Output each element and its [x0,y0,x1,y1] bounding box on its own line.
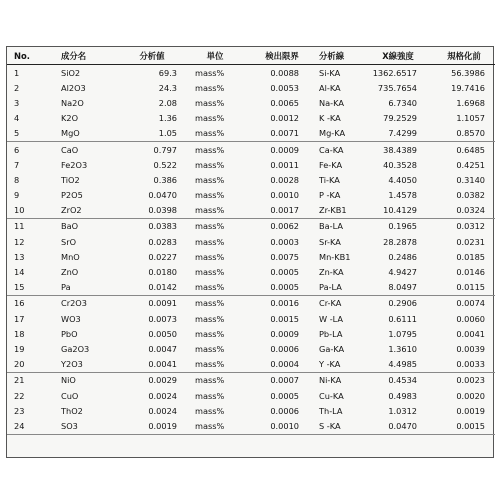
row-normalized: 0.0231 [456,236,485,247]
row-detection-limit: 0.0065 [270,97,299,108]
row-analysis-line: Mn-KB1 [319,251,351,262]
filler-cell [7,434,53,452]
row-no: 14 [14,267,25,278]
row-xray-intensity: 0.1965 [363,218,431,234]
row-detection-limit: 0.0004 [270,359,299,370]
row-normalized: 0.8570 [456,128,485,139]
row-detection-limit: 0.0015 [270,313,299,324]
table-row [7,95,495,110]
row-detection-limit: 0.0005 [270,282,299,293]
row-analysis-line: Zn-KA [319,267,344,278]
xrf-results-table [7,47,495,452]
header-detection-limit: 検出限界 [249,47,313,65]
row-xray-intensity: 0.4534 [363,372,431,388]
header-row [7,47,495,65]
filler-cell [249,434,313,452]
row-no: 1 [14,67,20,78]
row-no: 13 [14,251,25,262]
row-value: 0.797 [125,141,183,157]
row-detection-limit: 0.0010 [270,420,299,431]
row-no: 5 [14,128,20,139]
table-row [7,65,495,81]
header-normalized: 規格化前 [431,47,495,65]
header-xray-intensity: X線強度 [363,47,431,65]
row-normalized: 0.0060 [456,313,485,324]
row-analysis-line: Pa-LA [319,282,342,293]
table-row [7,126,495,142]
row-unit: mass% [195,174,225,185]
row-detection-limit: 0.0075 [270,251,299,262]
row-value: 1.36 [158,113,177,124]
row-unit: mass% [195,282,225,293]
row-component: BaO [53,218,125,234]
table-row [7,388,495,403]
row-value: 0.0227 [148,251,177,262]
row-analysis-line: Na-KA [319,97,344,108]
row-no: 16 [7,295,53,311]
row-analysis-line: P -KA [319,190,341,201]
row-unit: mass% [195,128,225,139]
row-detection-limit: 0.0009 [270,328,299,339]
row-detection-limit: 0.0005 [270,267,299,278]
row-no: 7 [14,159,20,170]
row-unit: mass% [195,159,225,170]
row-unit: mass% [195,390,225,401]
row-detection-limit: 0.0053 [270,82,299,93]
row-analysis-line: W -LA [319,313,344,324]
table-row [7,234,495,249]
row-no: 15 [14,282,25,293]
table-row [7,80,495,95]
row-unit: mass% [195,251,225,262]
row-value: 0.0470 [148,190,177,201]
row-normalized: 0.0324 [456,205,485,216]
row-value: 0.0073 [148,313,177,324]
row-detection-limit: 0.0012 [270,113,299,124]
row-component: NiO [53,372,125,388]
table-row [7,172,495,187]
row-no: 8 [14,174,20,185]
row-component: Al2O3 [61,82,86,93]
row-analysis-line: Y -KA [319,359,341,370]
row-component: Ga2O3 [61,343,90,354]
filler-cell [183,434,249,452]
filler-cell [125,434,183,452]
row-component: ThO2 [61,405,83,416]
row-detection-limit: 0.0011 [270,159,299,170]
row-normalized: 0.0185 [456,251,485,262]
row-unit: mass% [195,190,225,201]
row-analysis-line: Th-LA [319,405,343,416]
header-value: 分析値 [125,47,183,65]
row-xray-intensity: 8.0497 [388,282,417,293]
row-normalized: 0.0382 [456,190,485,201]
row-analysis-line: Cu-KA [319,390,344,401]
row-detection-limit: 0.0016 [249,295,313,311]
row-unit: mass% [195,82,225,93]
row-no: 17 [14,313,25,324]
row-no: 23 [14,405,25,416]
row-xray-intensity: 0.4983 [388,390,417,401]
row-xray-intensity: 1362.6517 [372,67,417,78]
row-normalized: 0.4251 [456,159,485,170]
filler-cell [313,434,363,452]
row-normalized: 0.0312 [431,218,495,234]
table-row [7,111,495,126]
row-xray-intensity: 40.3528 [383,159,417,170]
row-detection-limit: 0.0003 [270,236,299,247]
table-row [7,188,495,203]
row-analysis-line: Ba-LA [313,218,363,234]
row-value: 0.0398 [148,205,177,216]
row-xray-intensity: 28.2878 [383,236,417,247]
row-component: Y2O3 [61,359,83,370]
row-xray-intensity: 0.2486 [388,251,417,262]
row-value: 0.522 [153,159,177,170]
row-unit: mass% [183,141,249,157]
table-row [7,403,495,418]
row-no: 10 [14,205,25,216]
row-component: PbO [61,328,78,339]
row-unit: mass% [195,113,225,124]
row-no: 19 [14,343,25,354]
row-unit: mass% [195,420,225,431]
row-xray-intensity: 1.3610 [388,343,417,354]
table-row [7,357,495,373]
row-analysis-line: Zr-KB1 [319,205,347,216]
row-xray-intensity: 10.4129 [383,205,417,216]
row-analysis-line: Mg-KA [319,128,346,139]
row-xray-intensity: 7.4299 [388,128,417,139]
row-unit: mass% [195,343,225,354]
row-normalized: 1.1057 [456,113,485,124]
row-detection-limit: 0.0088 [270,67,299,78]
row-normalized: 56.3986 [451,67,485,78]
row-analysis-line: K -KA [319,113,341,124]
row-analysis-line: Sr-KA [319,236,341,247]
row-xray-intensity: 735.7654 [377,82,417,93]
row-detection-limit: 0.0007 [249,372,313,388]
table-row [7,295,495,311]
row-unit: mass% [195,97,225,108]
row-unit: mass% [195,405,225,416]
row-unit: mass% [195,359,225,370]
row-xray-intensity: 4.4985 [388,359,417,370]
row-analysis-line: Fe-KA [319,159,343,170]
row-value: 0.0041 [148,359,177,370]
header-no: No. [7,47,53,65]
row-normalized: 0.0019 [456,405,485,416]
row-normalized: 0.0041 [456,328,485,339]
table-row [7,341,495,356]
row-value: 1.05 [158,128,177,139]
row-xray-intensity: 38.4389 [363,141,431,157]
row-xray-intensity: 0.0470 [388,420,417,431]
row-normalized: 0.0074 [431,295,495,311]
row-detection-limit: 0.0017 [270,205,299,216]
row-xray-intensity: 0.2906 [363,295,431,311]
row-component: ZnO [61,267,79,278]
row-normalized: 0.0146 [456,267,485,278]
row-detection-limit: 0.0062 [249,218,313,234]
row-xray-intensity: 4.4050 [388,174,417,185]
row-detection-limit: 0.0006 [270,343,299,354]
row-no: 18 [14,328,25,339]
row-normalized: 1.6968 [456,97,485,108]
table-row [7,141,495,157]
row-value: 0.0283 [148,236,177,247]
row-component: MnO [61,251,80,262]
row-xray-intensity: 4.9427 [388,267,417,278]
row-xray-intensity: 79.2529 [383,113,417,124]
row-component: CaO [53,141,125,157]
row-value: 24.3 [158,82,177,93]
row-value: 0.0024 [148,405,177,416]
row-normalized: 19.7416 [451,82,485,93]
row-component: MgO [61,128,80,139]
row-component: P2O5 [61,190,83,201]
row-no: 22 [14,390,25,401]
table-row [7,326,495,341]
filler-cell [431,434,495,452]
row-xray-intensity: 1.4578 [388,190,417,201]
row-unit: mass% [195,313,225,324]
row-normalized: 0.0015 [456,420,485,431]
row-xray-intensity: 1.0312 [388,405,417,416]
row-value: 0.0047 [148,343,177,354]
row-value: 0.0019 [148,420,177,431]
row-component: Fe2O3 [61,159,88,170]
row-analysis-line: Ca-KA [313,141,363,157]
row-normalized: 0.0033 [456,359,485,370]
row-xray-intensity: 1.0795 [388,328,417,339]
table-body [7,65,495,453]
row-normalized: 0.6485 [431,141,495,157]
row-unit: mass% [183,218,249,234]
row-component: WO3 [61,313,81,324]
table-row [7,311,495,326]
row-no: 20 [14,359,25,370]
row-no: 2 [14,82,20,93]
row-value: 0.386 [153,174,177,185]
row-component: Na2O [61,97,84,108]
row-value: 0.0024 [148,390,177,401]
row-unit: mass% [195,328,225,339]
row-unit: mass% [183,372,249,388]
row-xray-intensity: 0.6111 [388,313,417,324]
row-no: 4 [14,113,20,124]
row-value: 0.0050 [148,328,177,339]
row-normalized: 0.0020 [456,390,485,401]
header-unit: 単位 [183,47,249,65]
row-xray-intensity: 6.7340 [388,97,417,108]
row-component: TiO2 [61,174,80,185]
table-filler-row [7,434,495,452]
row-no: 24 [14,420,25,431]
row-analysis-line: Si-KA [319,67,341,78]
row-analysis-line: Ga-KA [319,343,345,354]
row-no: 9 [14,190,20,201]
row-normalized: 0.0023 [431,372,495,388]
row-normalized: 0.0039 [456,343,485,354]
row-normalized: 0.0115 [456,282,485,293]
filler-cell [53,434,125,452]
row-analysis-line: Al-KA [319,82,341,93]
row-detection-limit: 0.0010 [270,190,299,201]
row-component: SO3 [61,420,78,431]
table-row [7,280,495,296]
row-value: 69.3 [158,67,177,78]
header-component: 成分名 [53,47,125,65]
row-unit: mass% [195,67,225,78]
row-detection-limit: 0.0028 [270,174,299,185]
row-analysis-line: Cr-KA [313,295,363,311]
table-row [7,249,495,264]
table-row [7,264,495,279]
row-component: CuO [61,390,79,401]
row-no: 11 [7,218,53,234]
row-value: 0.0142 [148,282,177,293]
table-row [7,418,495,434]
row-no: 21 [7,372,53,388]
row-detection-limit: 0.0071 [270,128,299,139]
row-component: ZrO2 [61,205,82,216]
row-normalized: 0.3140 [456,174,485,185]
row-analysis-line: Ni-KA [313,372,363,388]
analysis-results-sheet [6,46,494,458]
row-component: Pa [61,282,71,293]
table-row [7,372,495,388]
row-analysis-line: Ti-KA [319,174,340,185]
row-component: K2O [61,113,79,124]
row-no: 12 [14,236,25,247]
table-row [7,203,495,219]
row-unit: mass% [195,236,225,247]
row-value: 0.0383 [125,218,183,234]
row-value: 0.0029 [125,372,183,388]
row-unit: mass% [195,205,225,216]
row-detection-limit: 0.0006 [270,405,299,416]
table-row [7,218,495,234]
row-component: Cr2O3 [53,295,125,311]
row-no: 6 [7,141,53,157]
row-component: SiO2 [61,67,81,78]
row-detection-limit: 0.0009 [249,141,313,157]
row-unit: mass% [195,267,225,278]
row-value: 2.08 [158,97,177,108]
header-analysis-line: 分析線 [313,47,363,65]
row-no: 3 [14,97,20,108]
row-analysis-line: S -KA [319,420,341,431]
row-detection-limit: 0.0005 [270,390,299,401]
row-analysis-line: Pb-LA [319,328,343,339]
table-row [7,157,495,172]
row-component: SrO [61,236,77,247]
filler-cell [363,434,431,452]
row-value: 0.0180 [148,267,177,278]
row-unit: mass% [183,295,249,311]
row-value: 0.0091 [125,295,183,311]
